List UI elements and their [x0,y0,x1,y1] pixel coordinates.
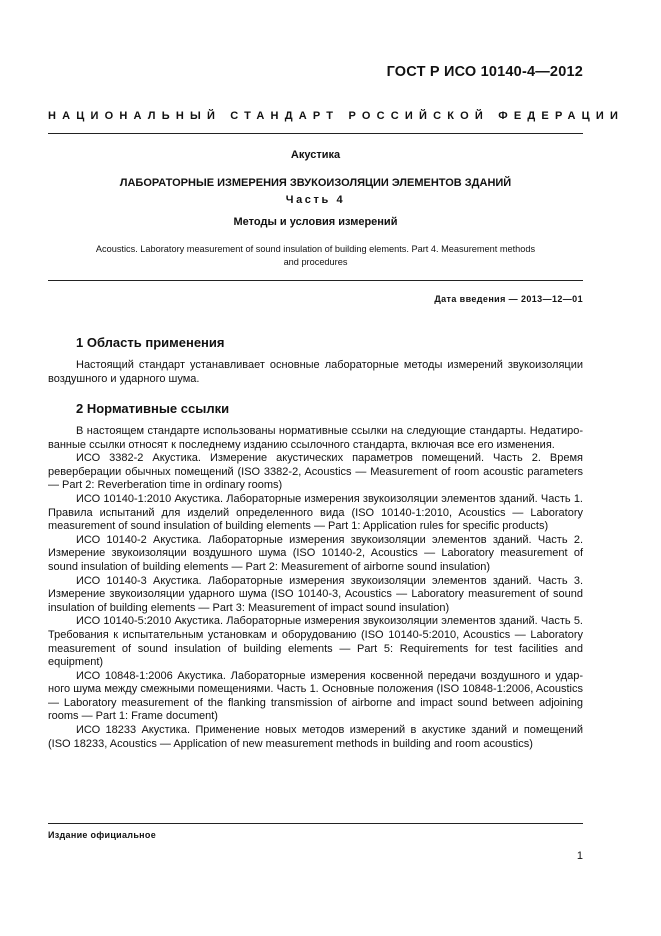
english-title [48,243,583,269]
standard-title: ЛАБОРАТОРНЫЕ ИЗМЕРЕНИЯ ЗВУКОИЗОЛЯЦИИ ЭЛЕМЕНТОВ ЗДАНИЙ [119,177,512,189]
document-code: ГОСТ Р ИСО 10140-4—2012 [386,64,583,80]
section-1-heading: 1 Область применения [76,335,225,350]
section-1-text [48,359,583,386]
title-rule [48,280,583,281]
introduction-date: Дата введения — 2013—12—01 [434,294,583,304]
section-1-paragraph: Настоящий стандарт устанавливает основные лабораторные методы измерений звукоизоляции воздушного и ударного шума. [48,359,583,385]
standard-field: Акустика [290,149,341,161]
english-title-line1: Acoustics. Laboratory measurement of sound insulation of building elements. Part 4. Measurement methods [95,244,536,254]
reference-item: ИСО 18233 Акустика. Применение новых методов измерений в акустике зданий и помещений (ISO 18233, Acoustics — Application of new measurement methods in building and room acoustics) [48,724,583,750]
edition-label: Издание официальное [48,830,157,840]
reference-item: ИСО 10140-1:2010 Акустика. Лабораторные измерения звукоизоляции элементов зданий. Часть 1. Правила испытаний для изделий определенного вида (ISO 10140-1:2010, Acoustics — Laboratory measurement of sound insulation of building elements — Part 1: Application rules for specific products) [48,492,583,533]
section-2-intro: В настоящем стандарте использованы нормативные ссылки на следующие стандарты. Недатиро-ванные ссылки относят к последнему изданию ссылочного стандарта, включая все его изменения. [48,425,583,451]
standard-subtitle: Методы и условия измерений [233,216,398,228]
page-number: 1 [576,850,583,862]
header-rule [48,133,583,134]
reference-item: ИСО 3382-2 Акустика. Измерение акустических параметров помещений. Часть 2. Время реверберации обычных помещений (ISO 3382-2, Acoustics — Measurement of room acoustic parameters — Part 2: Reverberation time in ordinary rooms) [48,452,583,492]
section-2-text [48,425,583,751]
national-standard-banner: НАЦИОНАЛЬНЫЙ СТАНДАРТ РОССИЙСКОЙ ФЕДЕРАЦИИ [48,110,625,122]
reference-item: ИСО 10140-2 Акустика. Лабораторные измерения звукоизоляции элементов зданий. Часть 2. Измерение звукоизоляции воздушного шума (ISO 10140-2, Acoustics — Laboratory measurement of sound insulation of building elements — Part 2: Measurement of airborne sound insulation) [48,533,583,573]
reference-item: ИСО 10848-1:2006 Акустика. Лабораторные измерения косвенной передачи воздушного и удар-ного шума между смежными помещениями. Часть 1. Основные положения (ISO 10848-1:2006, Acoustics — Laboratory measurement of the flanking transmission of airborne and impact sound between adjoining rooms — Part 1: Frame document) [48,669,583,723]
section-2-heading: 2 Нормативные ссылки [76,401,230,416]
footer-rule [48,823,583,824]
part-number: Часть 4 [285,194,346,206]
reference-item: ИСО 10140-5:2010 Акустика. Лабораторные измерения звукоизоляции элементов зданий. Часть 5. Требования к испытательным установкам и оборудованию (ISO 10140-5:2010, Acoustics — Laboratory measurement of sound insulation of building elements — Part 5: Requirements for test facilities and equipment) [48,615,583,669]
english-title-line2: and procedures [283,257,348,267]
reference-item: ИСО 10140-3 Акустика. Лабораторные измерения звукоизоляции элементов зданий. Часть 3. Измерение звукоизоляции ударного шума (ISO 10140-3, Acoustics — Laboratory measurement of sound insulation of building elements — Part 3: Measurement of impact sound insulation) [48,574,583,614]
